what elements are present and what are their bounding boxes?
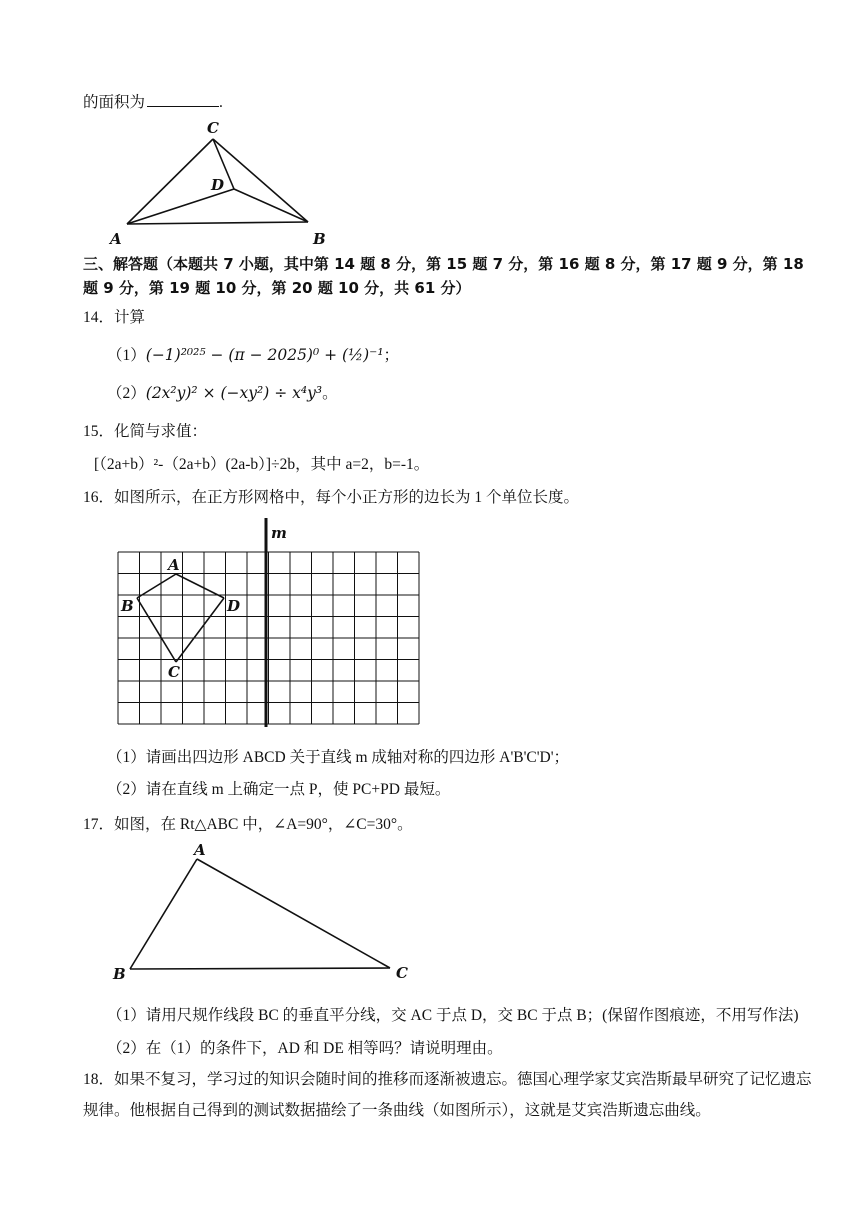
- q17-text: [83, 812, 413, 834]
- figure-16-grid: [105, 512, 435, 732]
- q13-tail: [83, 90, 223, 112]
- edge-AD: [176, 574, 224, 598]
- edge-AB: [127, 222, 308, 224]
- q16-text-body: 如图所示，在正方形网格中，每个小正方形的边长为 1 个单位长度。: [114, 489, 580, 506]
- q16-number: 16．: [83, 489, 115, 506]
- label-B: B: [121, 597, 134, 615]
- q18-text-body: 如果不复习，学习过的知识会随时间的推移而逐渐被遗忘。德国心理学家艾宾浩斯最早研究了记忆遗忘规律。他根据自己得到的测试数据描绘了一条曲线（如图所示），这就是艾宾浩斯遗忘曲线。: [83, 1071, 812, 1119]
- edge-BA: [137, 574, 176, 598]
- label-A: A: [168, 556, 180, 574]
- label-B: B: [313, 230, 326, 248]
- q16-part2: （2）请在直线 m 上确定一点 P，使 PC+PD 最短。: [107, 781, 451, 798]
- q15-expression: [（2a+b）²-（2a+b）(2a-b）]÷2b，其中 a=2，b=-1。: [94, 456, 430, 473]
- edge-BA: [130, 859, 197, 969]
- label-A: A: [194, 841, 206, 859]
- edge-DC: [176, 598, 224, 662]
- edge-CB: [213, 139, 308, 222]
- q18-text: [83, 1064, 813, 1126]
- q14-part1-expr: (−1)²⁰²⁵ − (π − 2025)⁰ + (½)⁻¹: [145, 346, 384, 364]
- q16-part1: （1）请画出四边形 ABCD 关于直线 m 成轴对称的四边形 A'B'C'D'；: [107, 749, 569, 766]
- q15-title: [83, 419, 207, 441]
- label-m: m: [271, 524, 287, 542]
- q15-title-text: 化简与求值：: [114, 423, 208, 440]
- q16-text: [83, 485, 579, 507]
- q14-part2-expr: (2x²y)² × (−xy²) ÷ x⁴y³: [145, 384, 323, 402]
- q14-part1-label: （1）: [107, 347, 146, 364]
- section-3-heading: 三、解答题（本题共 7 小题，其中第 14 题 8 分，第 15 题 7 分，第 16 题 8 分，第 17 题 9 分，第 18 题 9 分，第 19 题 10 分，第 20 题 10 分，共 61 分）: [83, 255, 804, 297]
- q14-title: [83, 305, 145, 327]
- label-C: C: [207, 119, 219, 137]
- label-C: C: [396, 964, 408, 982]
- q13-tail-text: 的面积为: [83, 94, 146, 111]
- edge-AC: [197, 859, 390, 968]
- q14-part2-label: （2）: [107, 385, 146, 402]
- label-C: C: [168, 663, 180, 681]
- q17-part1: （1）请用尺规作线段 BC 的垂直平分线，交 AC 于点 D，交 BC 于点 B；(保留作图痕迹，不用写作法): [107, 1007, 799, 1024]
- figure-13-triangle: [110, 118, 340, 248]
- q14-number: 14．: [83, 309, 115, 326]
- figure-17-triangle: [110, 838, 420, 988]
- answer-blank: [147, 92, 219, 107]
- edge-AD: [127, 189, 234, 224]
- edge-DB: [234, 189, 308, 222]
- q14-title-text: 计算: [114, 309, 146, 326]
- q18-number: 18．: [83, 1071, 115, 1088]
- q14-part1-end: ；: [383, 347, 400, 364]
- label-D: D: [211, 176, 225, 194]
- edge-CB: [137, 598, 176, 662]
- label-B: B: [113, 965, 126, 983]
- edge-BC: [130, 968, 390, 969]
- q14-part1: [107, 343, 399, 365]
- q17-part2: （2）在（1）的条件下，AD 和 DE 相等吗？请说明理由。: [107, 1040, 503, 1057]
- q14-part2-end: 。: [322, 385, 338, 402]
- label-A: A: [110, 230, 122, 248]
- q14-part2: [107, 381, 338, 403]
- q13-tail-period: .: [219, 94, 223, 111]
- q15-number: 15．: [83, 423, 115, 440]
- label-D: D: [227, 597, 241, 615]
- q17-number: 17．: [83, 816, 115, 833]
- edge-AC: [127, 139, 213, 224]
- q17-text-body: 如图，在 Rt△ABC 中，∠A=90°，∠C=30°。: [114, 816, 413, 833]
